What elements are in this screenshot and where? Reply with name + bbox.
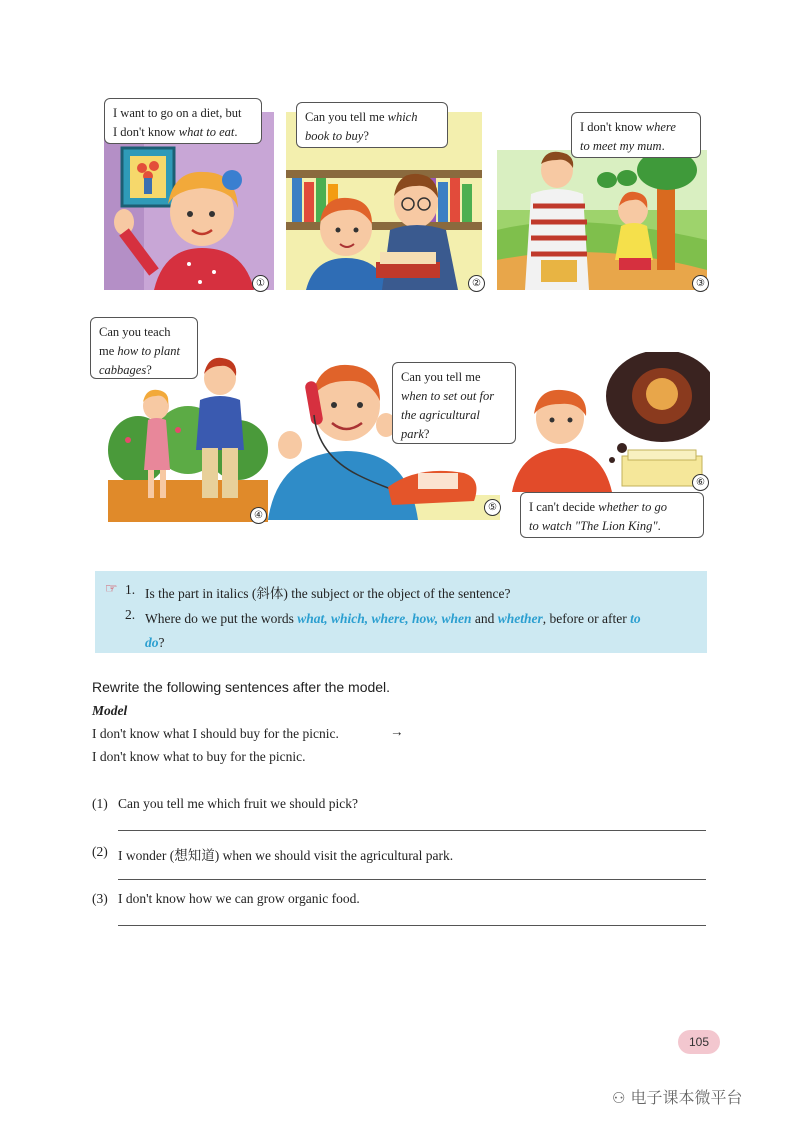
exercise-item-1-text: Can you tell me which fruit we should pick? bbox=[118, 796, 358, 811]
panel-number-1: ① bbox=[252, 275, 269, 292]
exercise-item-3-number: (3) bbox=[92, 891, 108, 906]
watermark bbox=[612, 1085, 743, 1108]
exercise-instruction: Rewrite the following sentences after the model. bbox=[92, 679, 391, 695]
exercise-item-1-number: (1) bbox=[92, 796, 108, 811]
speech-bubble-4: Can you teach me how to plant cabbages? bbox=[90, 317, 198, 379]
exercise-item-3-text: I don't know how we can grow organic food. bbox=[118, 891, 360, 906]
exercise-item-2-text: I wonder (想知道) when we should visit the agricultural park. bbox=[118, 848, 454, 863]
answer-line-1[interactable] bbox=[118, 830, 706, 831]
model-line-2: I don't know what to buy for the picnic. bbox=[92, 749, 306, 764]
model-line-1: I don't know what I should buy for the picnic. bbox=[92, 726, 339, 741]
model-label: Model bbox=[92, 703, 128, 718]
page-number-badge: 105 bbox=[678, 1030, 720, 1054]
question-2-number: 2. bbox=[125, 607, 136, 622]
speech-bubble-5: Can you tell me when to set out for the agricultural park? bbox=[392, 362, 516, 444]
girl-lost-illustration bbox=[497, 150, 707, 290]
exercise-item-2-number: (2) bbox=[92, 844, 108, 859]
panel-number-5: ⑤ bbox=[484, 499, 501, 516]
panel-number-6: ⑥ bbox=[692, 474, 709, 491]
speech-bubble-1: I want to go on a diet, but I don't know what to eat. bbox=[104, 98, 262, 144]
wechat-icon: ⚇ bbox=[612, 1089, 626, 1107]
question-1-text: Is the part in italics (斜体) the subject or the object of the sentence? bbox=[145, 586, 511, 601]
watermark-text: 电子课本微平台 bbox=[630, 1088, 743, 1107]
speech-bubble-6: I can't decide whether to go to watch "The Lion King". bbox=[520, 492, 704, 538]
illustration-panel-6 bbox=[512, 352, 710, 492]
speech-bubble-2: Can you tell me which book to buy? bbox=[296, 102, 448, 148]
panel-number-2: ② bbox=[468, 275, 485, 292]
question-2-text: Where do we put the words what, which, where, how, when and whether, before or after to do? bbox=[145, 611, 641, 650]
illustration-panel-3 bbox=[497, 150, 707, 290]
answer-line-3[interactable] bbox=[118, 925, 706, 926]
answer-line-2[interactable] bbox=[118, 879, 706, 880]
model-arrow: → bbox=[390, 724, 404, 739]
speech-bubble-3: I don't know where to meet my mum. bbox=[571, 112, 701, 158]
pointing-hand-icon: ☞ bbox=[105, 582, 118, 597]
question-1-number: 1. bbox=[125, 582, 136, 597]
panel-number-3: ③ bbox=[692, 275, 709, 292]
girl-deciding-illustration bbox=[512, 352, 710, 492]
questions-box bbox=[95, 571, 707, 653]
panel-number-4: ④ bbox=[250, 507, 267, 524]
